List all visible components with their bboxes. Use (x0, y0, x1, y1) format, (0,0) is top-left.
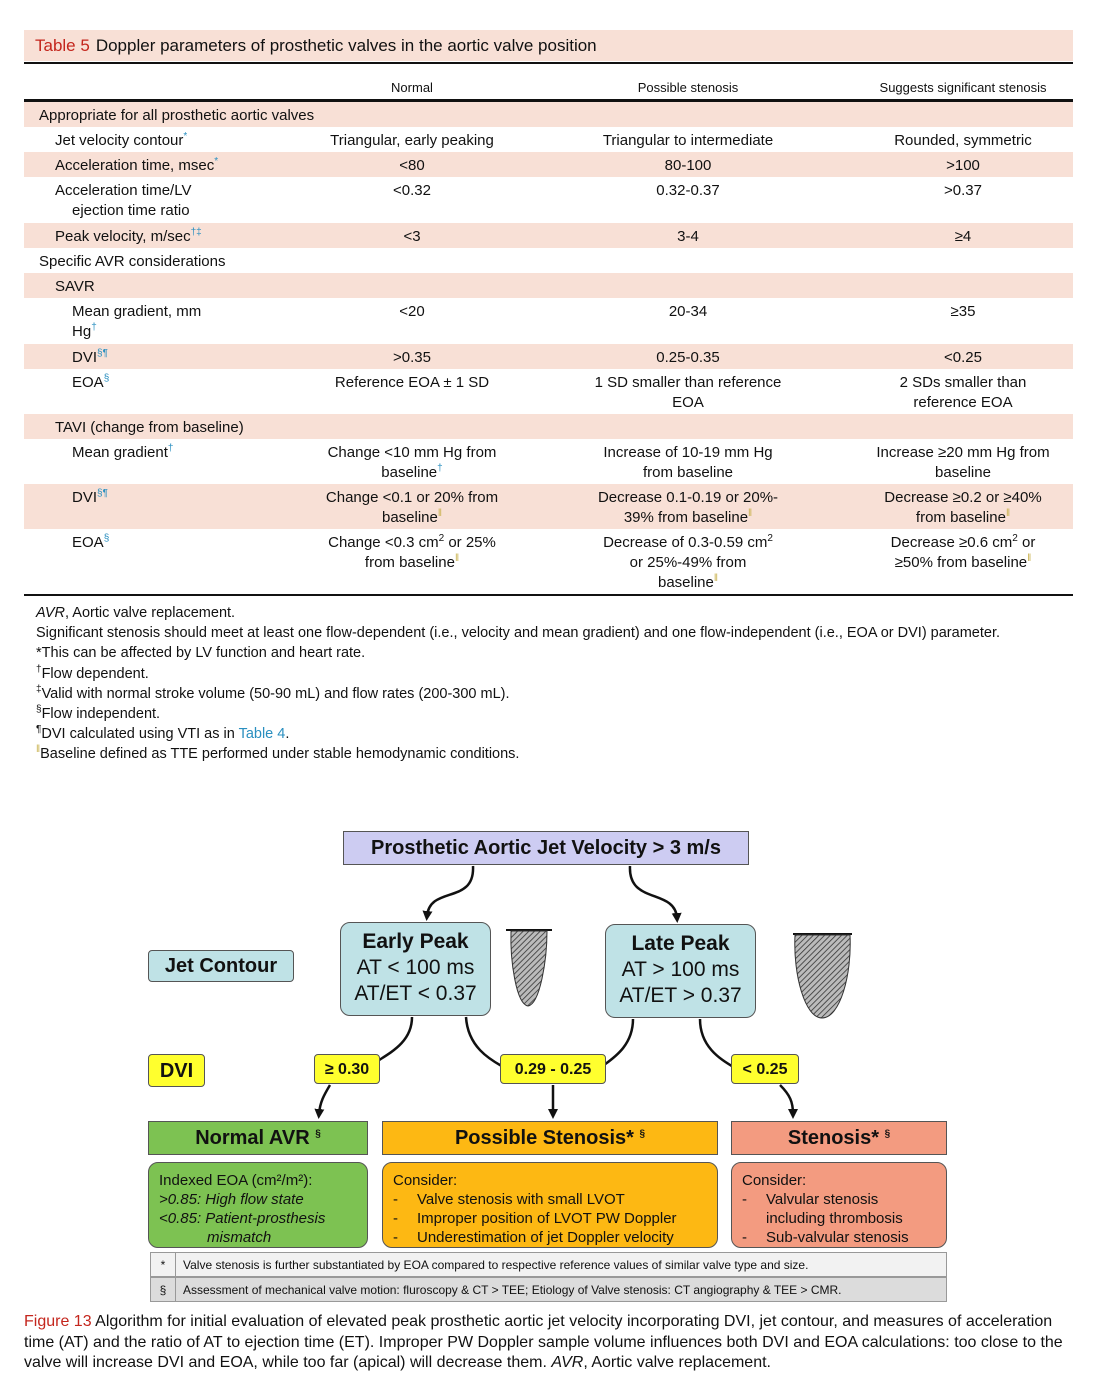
cell-possible: 1 SD smaller than reference EOA (594, 374, 782, 411)
cell-significant: Rounded, symmetric (894, 132, 1032, 149)
row-label: DVI§¶ (72, 348, 108, 366)
cell-possible: 0.32-0.37 (656, 182, 720, 199)
cell-significant: >100 (946, 157, 980, 174)
dvi-threshold-high: ≥ 0.30 (314, 1054, 380, 1084)
key-text: Assessment of mechanical valve motion: fluroscopy & CT > TEE; Etiology of Valve stenosis: CT angiography & TEE > CMR. (183, 1283, 842, 1297)
cell-possible: 80-100 (664, 157, 712, 174)
footnote-pilcrow: ¶DVI calculated using VTI as in Table 4. (36, 724, 290, 743)
cell-significant: ≥35 (950, 303, 976, 320)
early-peak-at-et: AT/ET < 0.37 (354, 982, 477, 1005)
cell-significant: 2 SDs smaller than reference EOA (899, 374, 1027, 411)
late-peak-at-et: AT/ET > 0.37 (619, 984, 742, 1007)
subsection-label: SAVR (55, 278, 95, 295)
flowchart-title-box: Prosthetic Aortic Jet Velocity > 3 m/s (343, 831, 749, 865)
cell-significant: Increase ≥20 mm Hg from baseline (876, 444, 1050, 481)
row-label: Acceleration time/LV ejection time ratio (55, 182, 192, 219)
row-label: Acceleration time, msec* (55, 156, 219, 174)
key-row (150, 1277, 947, 1302)
footnote-star: *This can be affected by LV function and heart rate. (36, 645, 366, 662)
cell-normal: >0.35 (393, 349, 431, 366)
figure-label: Figure 13 (24, 1313, 92, 1330)
column-header-possible-stenosis: Possible stenosis (637, 80, 739, 95)
jet-contour-label: Jet Contour (148, 950, 294, 982)
row-label: DVI§¶ (72, 488, 108, 506)
cell-possible: 0.25-0.35 (656, 349, 720, 366)
arrow-to-stenosis (780, 1085, 793, 1114)
detail-line: including thrombosis (766, 1210, 903, 1227)
detail-list-item: - Improper position of LVOT PW Doppler (393, 1210, 677, 1227)
late-peak-at: AT > 100 ms (621, 958, 740, 981)
cell-normal: Change <0.3 $cm^2$ or 25% from baseline‖ (328, 533, 496, 571)
detail-list-item: - Sub-valvular stenosis (742, 1229, 909, 1246)
cell-normal: <0.32 (393, 182, 431, 199)
row-label: EOA§ (72, 373, 110, 391)
cell-normal: <20 (399, 303, 425, 320)
dvi-label: DVI (148, 1054, 205, 1087)
section-label: Appropriate for all prosthetic aortic valves (39, 107, 315, 124)
arrow-to-normal-avr (319, 1085, 330, 1114)
detail-line: <0.85: Patient-prosthesis (159, 1210, 326, 1227)
cell-possible: Triangular to intermediate (602, 132, 774, 149)
footnote-significant: Significant stenosis should meet at least one flow-dependent (i.e., velocity and mean gradient) and one flow-independent (i.e., EOA or DVI) parameter. (36, 625, 1000, 642)
dvi-threshold-low: < 0.25 (731, 1054, 799, 1084)
late-peak-heading: Late Peak (631, 932, 730, 955)
detail-list-item: - Valvular stenosis (742, 1191, 879, 1208)
cell-significant: <0.25 (944, 349, 982, 366)
figure-abbr-def: , Aortic valve replacement. (583, 1354, 771, 1371)
cell-significant: ≥4 (954, 228, 972, 245)
cell-significant: Decrease ≥0.2 or ≥40% from baseline‖ (884, 489, 1042, 526)
row-label: Peak velocity, m/sec†‡ (55, 227, 202, 245)
cell-normal: Change <0.1 or 20% from baseline‖ (325, 489, 499, 526)
outcome-possible-stenosis-details (382, 1162, 718, 1248)
row-label: Mean gradient, mm Hg† (72, 303, 202, 340)
flowchart-key (150, 1252, 947, 1302)
key-symbol: * (151, 1253, 176, 1276)
cell-possible: 3-4 (677, 228, 699, 245)
cell-significant: >0.37 (944, 182, 982, 199)
figure-text: Algorithm for initial evaluation of elevated peak prosthetic aortic jet velocity incorporating DVI, jet contour, and measures of acceleration time (AT) and the ratio of AT to ejection time (ET). Improper PW Doppler sample volume influences both DVI and EOA calculations: too close to the valve will increase DVI and EOA, while too far (apical) will decrease them. (24, 1313, 1063, 1371)
cell-possible: Increase of 10-19 mm Hg from baseline (603, 444, 773, 481)
key-row (150, 1252, 947, 1277)
detail-line: Consider: (742, 1172, 807, 1189)
detail-line: Consider: (393, 1172, 458, 1189)
cell-normal: Change <10 mm Hg from baseline† (327, 444, 497, 481)
column-header-significant-stenosis: Suggests significant stenosis (879, 80, 1047, 95)
footnote-parallel: ‖Baseline defined as TTE performed under stable hemodynamic conditions. (36, 744, 520, 763)
cell-normal: <3 (403, 228, 421, 245)
cell-possible: 20-34 (668, 303, 708, 320)
outcome-stenosis-details (731, 1162, 947, 1248)
footnote-section: §Flow independent. (36, 704, 161, 723)
table-label: Table 5 (35, 36, 90, 55)
key-symbol: § (151, 1278, 176, 1301)
outcome-normal-avr-title: Normal AVR § (148, 1121, 368, 1155)
figure-abbr: AVR (551, 1354, 584, 1371)
detail-line: >0.85: High flow state (159, 1191, 304, 1208)
row-label: Jet velocity contour* (55, 131, 188, 149)
arrow-to-late-peak (630, 866, 677, 918)
outcome-possible-stenosis-title: Possible Stenosis* § (382, 1121, 718, 1155)
late-peak-box (605, 924, 756, 1018)
footnote-dagger: †Flow dependent. (36, 663, 149, 682)
outcome-normal-avr-details (148, 1162, 368, 1248)
footnote-avr: AVR, Aortic valve replacement. (36, 605, 236, 621)
section-label: Specific AVR considerations (39, 253, 226, 270)
early-peak-at: AT < 100 ms (356, 956, 475, 979)
cell-normal: <80 (399, 157, 425, 174)
table-title: Doppler parameters of prosthetic valves in the aortic valve position (95, 36, 597, 55)
detail-list-item: - Valve stenosis with small LVOT (393, 1191, 625, 1208)
early-peak-box (340, 922, 491, 1016)
table-4-link[interactable]: Table 4 (238, 726, 286, 743)
subsection-label: TAVI (change from baseline) (55, 419, 244, 436)
cell-normal: Triangular, early peaking (330, 132, 494, 149)
cell-significant: Decrease ≥0.6 $cm^2$ or ≥50% from baseline‖ (890, 533, 1036, 571)
column-header-normal: Normal (391, 80, 433, 95)
figure-caption (24, 1312, 1076, 1374)
early-peak-heading: Early Peak (362, 930, 469, 953)
line-late-to-dvi-low (700, 1019, 735, 1068)
outcome-stenosis-title: Stenosis* § (731, 1121, 947, 1155)
cell-possible: Decrease 0.1-0.19 or 20%- 39% from baseline‖ (597, 489, 779, 526)
late-peak-doppler-icon (793, 934, 852, 1018)
early-peak-doppler-icon (506, 930, 552, 1006)
detail-list-item: - Underestimation of jet Doppler velocity (393, 1229, 674, 1246)
row-label: Mean gradient† (72, 443, 174, 461)
detail-line: mismatch (207, 1229, 272, 1246)
row-label: EOA§ (72, 533, 110, 551)
cell-possible: Decrease of 0.3-0.59 $cm^2$ or 25%-49% from baseline‖ (603, 533, 773, 591)
dvi-threshold-mid: 0.29 - 0.25 (500, 1054, 606, 1084)
cell-normal: Reference EOA ± 1 SD (334, 374, 490, 391)
detail-line: Indexed EOA (cm²/m²): (159, 1172, 313, 1189)
arrow-to-early-peak (427, 866, 473, 916)
key-text: Valve stenosis is further substantiated by EOA compared to respective reference values of similar valve type and size. (183, 1258, 809, 1272)
footnote-double-dagger: ‡Valid with normal stroke volume (50-90 mL) and flow rates (200-300 mL). (36, 683, 510, 702)
